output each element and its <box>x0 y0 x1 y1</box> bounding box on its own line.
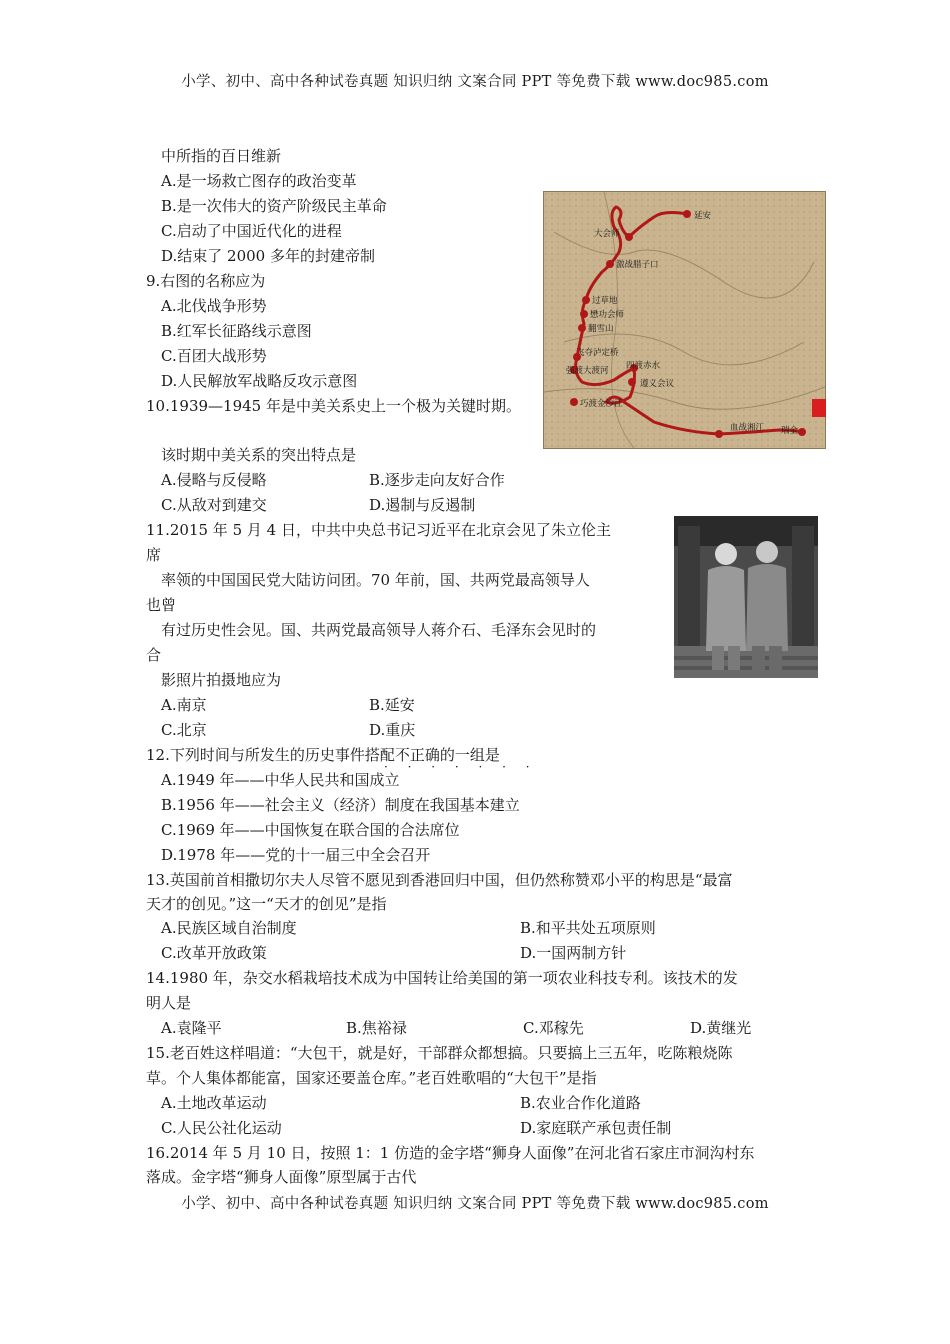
q13-option-b[interactable]: B.和平共处五项原则 <box>520 919 656 937</box>
marker-zunyi <box>628 378 636 386</box>
label-luding: 飞夺泸定桥 <box>576 347 619 357</box>
label-caodi: 过草地 <box>592 295 618 305</box>
marker-lazikou <box>606 260 614 268</box>
q13-line-2: 天才的创见。”这一“天才的创见”是指 <box>146 895 387 913</box>
q14-line-1: 14.1980 年，杂交水稻栽培技术成为中国转让给美国的第一项农业科技专利。该技术的发 <box>146 969 738 987</box>
q12-option-d[interactable]: D.1978 年——党的十一届三中全会召开 <box>161 846 431 864</box>
q10-stem: 10.1939—1945 年是中美关系史上一个极为关键时期。 <box>146 397 521 415</box>
q11-line-4: 影照片拍摄地应为 <box>161 671 282 689</box>
q10-option-a[interactable]: A.侵略与反侵略 <box>161 471 267 489</box>
q16-line-1: 16.2014 年 5 月 10 日，按照 1：1 仿造的金字塔“狮身人面像”在河北省石家庄市洞沟村东 <box>146 1144 755 1162</box>
q15-line-2: 草。个人集体都能富，国家还要盖仓库。”老百姓歌唱的“大包干”是指 <box>146 1069 597 1087</box>
q11-option-c[interactable]: C.北京 <box>161 721 207 739</box>
label-ruijin: 瑞金 <box>781 425 799 435</box>
q14-option-c[interactable]: C.邓稼先 <box>523 1019 584 1037</box>
marker-xueshan <box>578 324 586 332</box>
q9-option-c[interactable]: C.百团大战形势 <box>161 347 267 365</box>
q14-option-b[interactable]: B.焦裕禄 <box>346 1019 407 1037</box>
label-maogong: 懋功会师 <box>590 309 625 319</box>
q15-option-b[interactable]: B.农业合作化道路 <box>520 1094 641 1112</box>
q8-option-d[interactable]: D.结束了 2000 多年的封建帝制 <box>161 247 375 265</box>
q15-option-c[interactable]: C.人民公社化运动 <box>161 1119 282 1137</box>
q14-line-2: 明人是 <box>146 994 192 1012</box>
q10-option-b[interactable]: B.逐步走向友好合作 <box>369 471 505 489</box>
q8-stem-cont: 中所指的百日维新 <box>161 147 282 165</box>
marker-ruijin <box>798 428 806 436</box>
marker-yanan <box>683 210 691 218</box>
q12-stem-text: 12.下列时间与所发生的历史事件搭配不正确的一组是 <box>146 746 500 764</box>
q13-option-a[interactable]: A.民族区域自治制度 <box>161 919 297 937</box>
q13-line-1: 13.英国前首相撒切尔夫人尽管不愿见到香港回归中国，但仍然称赞邓小平的构思是“最富 <box>146 871 733 889</box>
q12-option-c[interactable]: C.1969 年——中国恢复在联合国的合法席位 <box>161 821 460 839</box>
q9-option-d[interactable]: D.人民解放军战略反攻示意图 <box>161 372 358 390</box>
historical-photo <box>674 516 818 678</box>
marker-caodi <box>582 296 590 304</box>
q10-stem-2: 该时期中美关系的突出特点是 <box>161 446 357 464</box>
q12-option-b[interactable]: B.1956 年——社会主义（经济）制度在我国基本建立 <box>161 796 520 814</box>
q15-line-1: 15.老百姓这样唱道：“大包干，就是好，干部群众都想搞。只要搞上三五年，吃陈粮烧陈 <box>146 1044 733 1062</box>
q10-option-d[interactable]: D.遏制与反遏制 <box>369 496 476 514</box>
label-zunyi: 遵义会议 <box>640 378 675 388</box>
q11-line-1: 11.2015 年 5 月 4 日，中共中央总书记习近平在北京会见了朱立伦主 <box>146 521 611 539</box>
label-yanan: 延安 <box>694 210 712 220</box>
q8-option-a[interactable]: A.是一场救亡图存的政治变革 <box>161 172 357 190</box>
q10-option-c[interactable]: C.从敌对到建交 <box>161 496 267 514</box>
q8-option-b[interactable]: B.是一次伟大的资产阶级民主革命 <box>161 197 387 215</box>
q15-option-d[interactable]: D.家庭联产承包责任制 <box>520 1119 672 1137</box>
long-march-map <box>543 191 826 449</box>
page-header: 小学、初中、高中各种试卷真题 知识归纳 文案合同 PPT 等免费下载 www.doc985.com <box>181 74 769 90</box>
label-xueshan: 翻雪山 <box>588 323 614 333</box>
q11-line-3b: 合 <box>146 646 162 664</box>
q11-option-a[interactable]: A.南京 <box>161 696 207 714</box>
q11-line-3: 有过历史性会见。国、共两党最高领导人蒋介石、毛泽东会见时的 <box>161 621 597 639</box>
page-footer: 小学、初中、高中各种试卷真题 知识归纳 文案合同 PPT 等免费下载 www.doc985.com <box>181 1196 769 1212</box>
marker-jinsha <box>570 398 578 406</box>
photo-svg <box>674 516 818 678</box>
q9-option-a[interactable]: A.北伐战争形势 <box>161 297 267 315</box>
q11-line-1b: 席 <box>146 546 162 564</box>
q8-option-c[interactable]: C.启动了中国近代化的进程 <box>161 222 342 240</box>
q11-line-2b: 也曾 <box>146 596 177 614</box>
marker-huishi <box>625 233 633 241</box>
marker-maogong <box>580 310 588 318</box>
q9-stem: 9.右图的名称应为 <box>146 272 266 290</box>
label-chishui: 四渡赤水 <box>626 360 661 370</box>
label-dadu: 强渡大渡河 <box>566 365 609 375</box>
q14-option-a[interactable]: A.袁隆平 <box>161 1019 222 1037</box>
q13-option-d[interactable]: D.一国两制方针 <box>520 944 627 962</box>
emphasis-dots: · · · · · · · <box>384 760 538 774</box>
q16-line-2: 落成。金字塔“狮身人面像”原型属于古代 <box>146 1168 417 1186</box>
marker-xiangjiang <box>715 430 723 438</box>
label-xiangjiang: 血战湘江 <box>730 422 765 432</box>
label-lazikou: 激战腊子口 <box>616 259 659 269</box>
q14-option-d[interactable]: D.黄继光 <box>690 1019 752 1037</box>
q15-option-a[interactable]: A.土地改革运动 <box>161 1094 267 1112</box>
q11-option-b[interactable]: B.延安 <box>369 696 415 714</box>
q12-option-a[interactable]: A.1949 年——中华人民共和国成立 <box>161 771 400 789</box>
label-jinsha: 巧渡金沙江 <box>580 398 623 408</box>
red-flag-marker <box>812 399 826 417</box>
q13-option-c[interactable]: C.改革开放政策 <box>161 944 267 962</box>
q11-option-d[interactable]: D.重庆 <box>369 721 416 739</box>
q11-line-2: 率领的中国国民党大陆访问团。70 年前，国、共两党最高领导人 <box>161 571 590 589</box>
map-svg <box>544 192 825 448</box>
label-huishi: 大会师 <box>594 228 620 238</box>
q9-option-b[interactable]: B.红军长征路线示意图 <box>161 322 312 340</box>
